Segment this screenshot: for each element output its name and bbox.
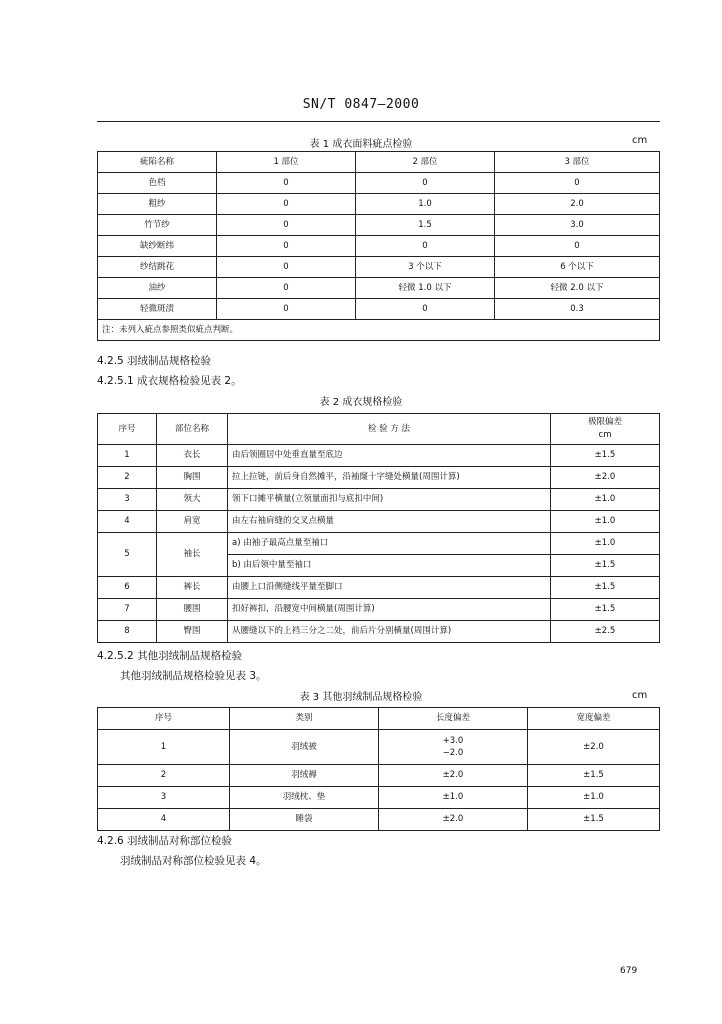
table-cell: ±2.0 xyxy=(551,467,660,489)
table-cell: 粗纱 xyxy=(98,194,217,215)
section-text-4-2-5-2: 其他羽绒制品规格检验见表 3。 xyxy=(120,670,267,682)
table-cell: 4 xyxy=(98,809,230,831)
table-cell: 由腰上口沿侧缝线平量至脚口 xyxy=(228,577,551,599)
table-cell: ±2.0 xyxy=(379,765,528,787)
table-row xyxy=(98,511,660,533)
table-cell: 由后领圈居中处垂直量至底边 xyxy=(228,445,551,467)
table1-col-header: 3 部位 xyxy=(495,152,660,173)
table-cell: ±1.5 xyxy=(551,445,660,467)
table-cell: 臀围 xyxy=(157,621,228,643)
table3-col-header: 长度偏差 xyxy=(379,708,528,730)
tolerance-unit: cm xyxy=(598,430,612,440)
table2 xyxy=(97,413,660,643)
table1-note: 注：未列入疵点参照类似疵点判断。 xyxy=(98,320,660,341)
table1-col-header: 2 部位 xyxy=(356,152,495,173)
table-cell: 从腰缝以下的上裆三分之二处，前后片分别横量(周围计算) xyxy=(228,621,551,643)
table-cell: 0 xyxy=(356,299,495,320)
table-cell: 羽绒褥 xyxy=(230,765,379,787)
table-cell: 0 xyxy=(495,236,660,257)
table-cell: 0.3 xyxy=(495,299,660,320)
table-row xyxy=(98,765,660,787)
table3 xyxy=(97,707,660,831)
table-cell: 领大 xyxy=(157,489,228,511)
table-cell: 3.0 xyxy=(495,215,660,236)
table-row xyxy=(98,215,660,236)
table3-col-header: 序号 xyxy=(98,708,230,730)
table-cell: 0 xyxy=(356,173,495,194)
table1-col-header: 1 部位 xyxy=(217,152,356,173)
section-text-4-2-6: 羽绒制品对称部位检验见表 4。 xyxy=(120,855,267,867)
table-cell: 2 xyxy=(98,765,230,787)
table1 xyxy=(97,151,660,341)
table2-caption: 表 2 成衣规格检验 xyxy=(319,397,403,408)
table-cell: 0 xyxy=(356,236,495,257)
table-cell: 6 个以下 xyxy=(495,257,660,278)
table3-unit: cm xyxy=(632,690,648,701)
table-cell: 领下口摊平横量(立领量面扣与底扣中间) xyxy=(228,489,551,511)
table-cell: 衣长 xyxy=(157,445,228,467)
table-row xyxy=(98,299,660,320)
table-cell: 0 xyxy=(217,299,356,320)
table-cell: 2 xyxy=(98,467,157,489)
section-heading-4-2-5-1: 4.2.5.1 成衣规格检验见表 2。 xyxy=(97,375,242,387)
standard-header: SN/T 0847—2000 xyxy=(302,97,420,112)
table-cell: 轻微 2.0 以下 xyxy=(495,278,660,299)
table-cell: ±2.0 xyxy=(379,809,528,831)
table-cell: 8 xyxy=(98,621,157,643)
table-cell: 4 xyxy=(98,511,157,533)
table-cell: 1 xyxy=(98,445,157,467)
table-cell: 睡袋 xyxy=(230,809,379,831)
length-upper: +3.0 xyxy=(442,736,464,746)
table-cell: 羽绒被 xyxy=(230,730,379,765)
table-cell: ±2.5 xyxy=(551,621,660,643)
table2-col-header: 部位名称 xyxy=(157,414,228,445)
table3-col-header: 宽度偏差 xyxy=(528,708,660,730)
table-cell: 5 xyxy=(98,533,157,577)
table-row xyxy=(98,173,660,194)
table-cell: 0 xyxy=(217,215,356,236)
table-cell: 轻微 1.0 以下 xyxy=(356,278,495,299)
table-cell: 3 个以下 xyxy=(356,257,495,278)
table-cell: 1.0 xyxy=(356,194,495,215)
table-row xyxy=(98,257,660,278)
header-rule xyxy=(97,121,660,122)
table-cell: 3 xyxy=(98,787,230,809)
table-cell: ±1.0 xyxy=(528,787,660,809)
table1-header-row xyxy=(98,152,660,173)
table2-col-header: 序号 xyxy=(98,414,157,445)
table-cell: 羽绒枕、垫 xyxy=(230,787,379,809)
table-cell: b) 由后领中量至袖口 xyxy=(228,555,551,577)
table3-caption: 表 3 其他羽绒制品规格检验 xyxy=(299,692,423,703)
table-cell: ±1.5 xyxy=(528,765,660,787)
table-cell: 1.5 xyxy=(356,215,495,236)
table-row xyxy=(98,533,660,555)
table-cell: 0 xyxy=(217,173,356,194)
table-cell: 6 xyxy=(98,577,157,599)
table-cell: ±1.5 xyxy=(551,577,660,599)
table-cell: 0 xyxy=(217,236,356,257)
table-cell: 拉上拉链，前后身自然摊平，沿袖窿十字缝处横量(周围计算) xyxy=(228,467,551,489)
table-row xyxy=(98,577,660,599)
table-cell: 由左右袖肩缝的交叉点横量 xyxy=(228,511,551,533)
page-number: 679 xyxy=(620,966,638,976)
table-row xyxy=(98,278,660,299)
table-cell: 色档 xyxy=(98,173,217,194)
table-cell: ±1.0 xyxy=(379,787,528,809)
table-cell: 0 xyxy=(217,257,356,278)
table-cell: 0 xyxy=(217,194,356,215)
table-cell: 扣好裤扣，沿腰宽中间横量(周围计算) xyxy=(228,599,551,621)
table-row xyxy=(98,489,660,511)
table-cell: 肩宽 xyxy=(157,511,228,533)
table3-header-row xyxy=(98,708,660,730)
table-cell: 油纱 xyxy=(98,278,217,299)
table2-header-row xyxy=(98,414,660,445)
table-row xyxy=(98,730,660,765)
table-cell: 2.0 xyxy=(495,194,660,215)
table-cell: 轻微斑渍 xyxy=(98,299,217,320)
table-cell: ±1.5 xyxy=(551,599,660,621)
table-cell: ±1.5 xyxy=(551,555,660,577)
table2-col-header: 检 验 方 法 xyxy=(228,414,551,445)
table-cell: 腰围 xyxy=(157,599,228,621)
table1-caption: 表 1 成衣面料疵点检验 xyxy=(309,139,413,150)
section-heading-4-2-6: 4.2.6 羽绒制品对称部位检验 xyxy=(97,835,233,847)
table-cell: 缺纱断纬 xyxy=(98,236,217,257)
table-cell: 1 xyxy=(98,730,230,765)
table-row xyxy=(98,445,660,467)
table-cell: 0 xyxy=(495,173,660,194)
table-cell: ±1.0 xyxy=(551,489,660,511)
table-cell: 竹节纱 xyxy=(98,215,217,236)
table-row xyxy=(98,236,660,257)
section-heading-4-2-5: 4.2.5 羽绒制品规格检验 xyxy=(97,355,212,367)
table-row xyxy=(98,467,660,489)
table-row xyxy=(98,194,660,215)
table-cell: a) 由袖子最高点量至袖口 xyxy=(228,533,551,555)
table-note-row xyxy=(98,320,660,341)
table-row xyxy=(98,787,660,809)
table-cell: 袖长 xyxy=(157,533,228,577)
table-row xyxy=(98,621,660,643)
tolerance-label: 极限偏差 xyxy=(587,417,622,427)
table-cell: 纱结跳花 xyxy=(98,257,217,278)
table1-unit: cm xyxy=(632,135,648,146)
table3-col-header: 类别 xyxy=(230,708,379,730)
table-row xyxy=(98,599,660,621)
table2-col-header-tolerance xyxy=(551,414,660,445)
table-cell: ±2.0 xyxy=(528,730,660,765)
table-cell: 胸围 xyxy=(157,467,228,489)
table-cell: 裤长 xyxy=(157,577,228,599)
table1-col-header: 疵陷名称 xyxy=(98,152,217,173)
table-cell: ±1.0 xyxy=(551,511,660,533)
length-lower: −2.0 xyxy=(442,748,464,758)
table-row xyxy=(98,809,660,831)
table-cell: ±1.5 xyxy=(528,809,660,831)
table-cell: 3 xyxy=(98,489,157,511)
table-cell-length xyxy=(379,730,528,765)
table-cell: 0 xyxy=(217,278,356,299)
table-cell: ±1.0 xyxy=(551,533,660,555)
section-heading-4-2-5-2: 4.2.5.2 其他羽绒制品规格检验 xyxy=(97,650,243,662)
table-cell: 7 xyxy=(98,599,157,621)
